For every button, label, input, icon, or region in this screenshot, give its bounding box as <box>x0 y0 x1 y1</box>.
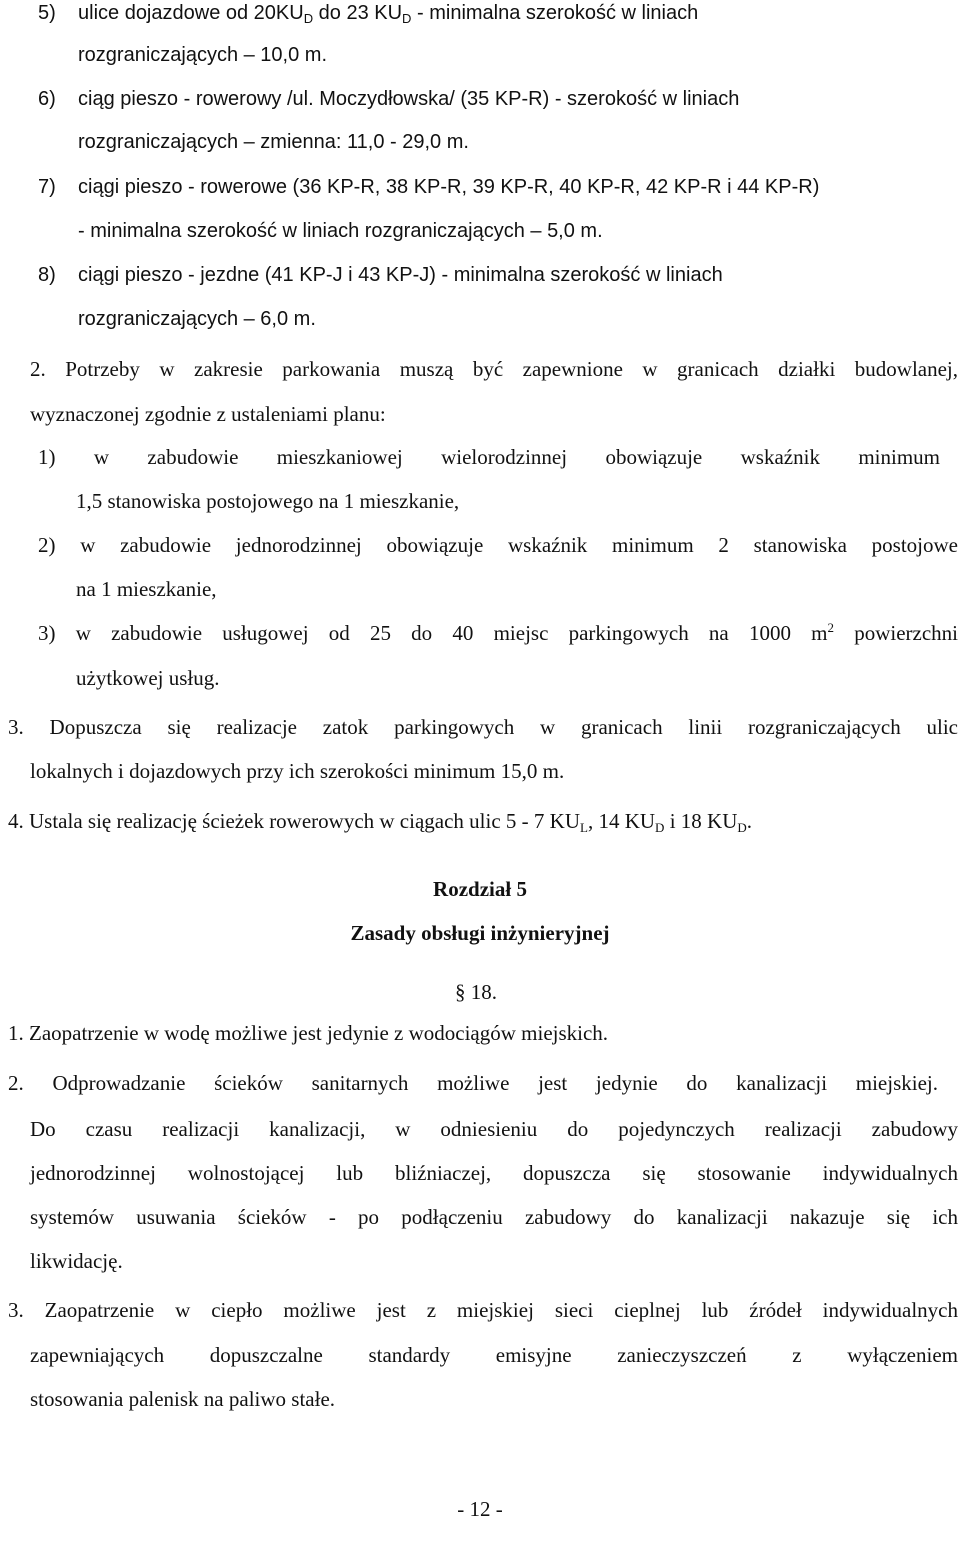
subscript: D <box>655 820 665 835</box>
s18-paragraph-3-line-3: stosowania palenisk na paliwo stałe. <box>30 1387 336 1411</box>
paragraph-3-line-2: lokalnych i dojazdowych przy ich szerokości minimum 15,0 m. <box>30 759 565 783</box>
s18-paragraph-2-line-3: jednorodzinnej wolnostojącej lub bliźniaczej, dopuszcza się stosowanie indywidualnych <box>30 1161 958 1185</box>
s18-paragraph-1: 1. Zaopatrzenie w wodę możliwe jest jedynie z wodociągów miejskich. <box>8 1021 609 1045</box>
parking-item-2-line-1: 2) w zabudowie jednorodzinnej obowiązuje wskaźnik minimum 2 stanowiska postojowe <box>38 533 958 557</box>
parking-item-3-line-2: użytkowej usług. <box>76 666 220 690</box>
paragraph-4 <box>8 808 752 834</box>
page-number: - 12 - <box>457 1497 503 1521</box>
s18-paragraph-2-line-2: Do czasu realizacji kanalizacji, w odniesieniu do pojedynczych realizacji zabudowy <box>30 1117 958 1141</box>
paragraph-3-line-1: 3. Dopuszcza się realizacje zatok parkingowych w granicach linii rozgraniczających ulic <box>8 715 958 739</box>
parking-item-3-line-1 <box>38 620 958 646</box>
chapter-title: Zasady obsługi inżynieryjnej <box>350 921 610 945</box>
paragraph-2-line-2: wyznaczonej zgodnie z ustaleniami planu: <box>30 402 386 426</box>
list-item-5-num: 5) <box>38 2 56 24</box>
list-item-7-num: 7) <box>38 176 56 198</box>
text-run: powierzchni <box>834 621 958 645</box>
list-item-8-num: 8) <box>38 264 56 286</box>
list-item-5-line-2: rozgraniczających – 10,0 m. <box>78 44 328 66</box>
text-run: 3) w zabudowie usługowej od 25 do 40 miejsc parkingowych na 1000 m <box>38 621 828 645</box>
list-item-8-line-1: ciągi pieszo - jezdne (41 KP-J i 43 KP-J) - minimalna szerokość w liniach <box>78 264 723 286</box>
list-item-5-line-1 <box>78 0 698 26</box>
subscript: L <box>580 820 588 835</box>
text-run: do 23 KU <box>318 2 403 24</box>
parking-item-1-line-2: 1,5 stanowiska postojowego na 1 mieszkanie, <box>76 489 460 513</box>
text-run: 4. Ustala się realizację ścieżek rowerowych w ciągach ulic 5 - 7 KU <box>8 809 580 833</box>
parking-item-2-line-2: na 1 mieszkanie, <box>76 577 217 601</box>
text-run: ulice dojazdowe od 20KU <box>78 2 304 24</box>
subscript: D <box>303 11 314 26</box>
list-item-6-line-2: rozgraniczających – zmienna: 11,0 - 29,0 m. <box>78 131 469 153</box>
text-run: . <box>746 809 752 833</box>
chapter-number: Rozdział 5 <box>433 877 527 901</box>
s18-paragraph-3-line-1: 3. Zaopatrzenie w ciepło możliwe jest z miejskiej sieci cieplnej lub źródeł indywidualnych <box>8 1298 958 1322</box>
s18-paragraph-2-line-1: 2. Odprowadzanie ścieków sanitarnych możliwe jest jedynie do kanalizacji miejskiej. <box>8 1071 938 1095</box>
text-run: i 18 KU <box>664 809 738 833</box>
subscript: D <box>737 820 747 835</box>
s18-paragraph-2-line-4: systemów usuwania ścieków - po podłączeniu zabudowy do kanalizacji nakazuje się ich <box>30 1205 958 1229</box>
superscript: 2 <box>827 620 834 635</box>
list-item-6-num: 6) <box>38 88 56 110</box>
s18-paragraph-2-line-5: likwidację. <box>30 1249 123 1273</box>
section-number: § 18. <box>455 980 497 1004</box>
subscript: D <box>402 11 412 26</box>
list-item-7-line-2: - minimalna szerokość w liniach rozgraniczających – 5,0 m. <box>78 220 603 242</box>
s18-paragraph-3-line-2: zapewniających dopuszczalne standardy emisyjne zanieczyszczeń z wyłączeniem <box>30 1343 958 1367</box>
list-item-8-line-2: rozgraniczających – 6,0 m. <box>78 308 316 330</box>
text-run: , 14 KU <box>587 809 656 833</box>
paragraph-2-line-1: 2. Potrzeby w zakresie parkowania muszą być zapewnione w granicach działki budowlanej, <box>30 357 958 381</box>
parking-item-1-line-1: 1) w zabudowie mieszkaniowej wielorodzinnej obowiązuje wskaźnik minimum <box>38 445 940 469</box>
text-run: - minimalna szerokość w liniach <box>417 2 699 24</box>
list-item-7-line-1: ciągi pieszo - rowerowe (36 KP-R, 38 KP-R, 39 KP-R, 40 KP-R, 42 KP-R i 44 KP-R) <box>78 176 820 198</box>
list-item-6-line-1: ciąg pieszo - rowerowy /ul. Moczydłowska/ (35 KP-R) - szerokość w liniach <box>78 88 740 110</box>
